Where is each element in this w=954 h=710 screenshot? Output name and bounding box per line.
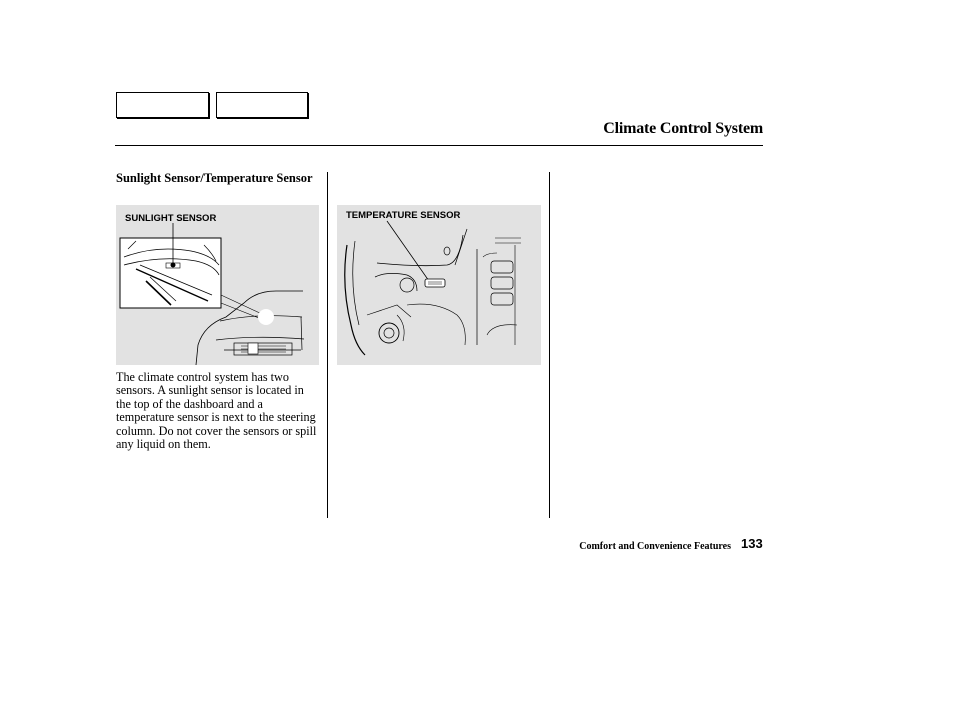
- sunlight-sensor-label: SUNLIGHT SENSOR: [125, 213, 217, 224]
- page-number: 133: [741, 536, 763, 551]
- temperature-sensor-label: TEMPERATURE SENSOR: [346, 210, 461, 221]
- sunlight-sensor-illustration: [116, 205, 319, 365]
- sunlight-sensor-figure: [116, 205, 319, 365]
- next-page-button[interactable]: [216, 92, 308, 118]
- column-divider-left: [327, 172, 328, 518]
- column-divider-right: [549, 172, 550, 518]
- previous-page-button[interactable]: [116, 92, 209, 118]
- page-title: Climate Control System: [603, 120, 763, 137]
- footer-section-name: Comfort and Convenience Features: [579, 541, 731, 552]
- section-heading: Sunlight Sensor/Temperature Sensor: [116, 171, 313, 185]
- header-rule: [115, 145, 763, 146]
- temperature-sensor-illustration: [337, 205, 541, 365]
- temperature-sensor-figure: [337, 205, 541, 365]
- section-body-text: The climate control system has two sensors. A sunlight sensor is located in the top of the dashboard and a temperature sensor is next to the steering column. Do not cover the sensors or spill any liquid on them.: [116, 370, 317, 452]
